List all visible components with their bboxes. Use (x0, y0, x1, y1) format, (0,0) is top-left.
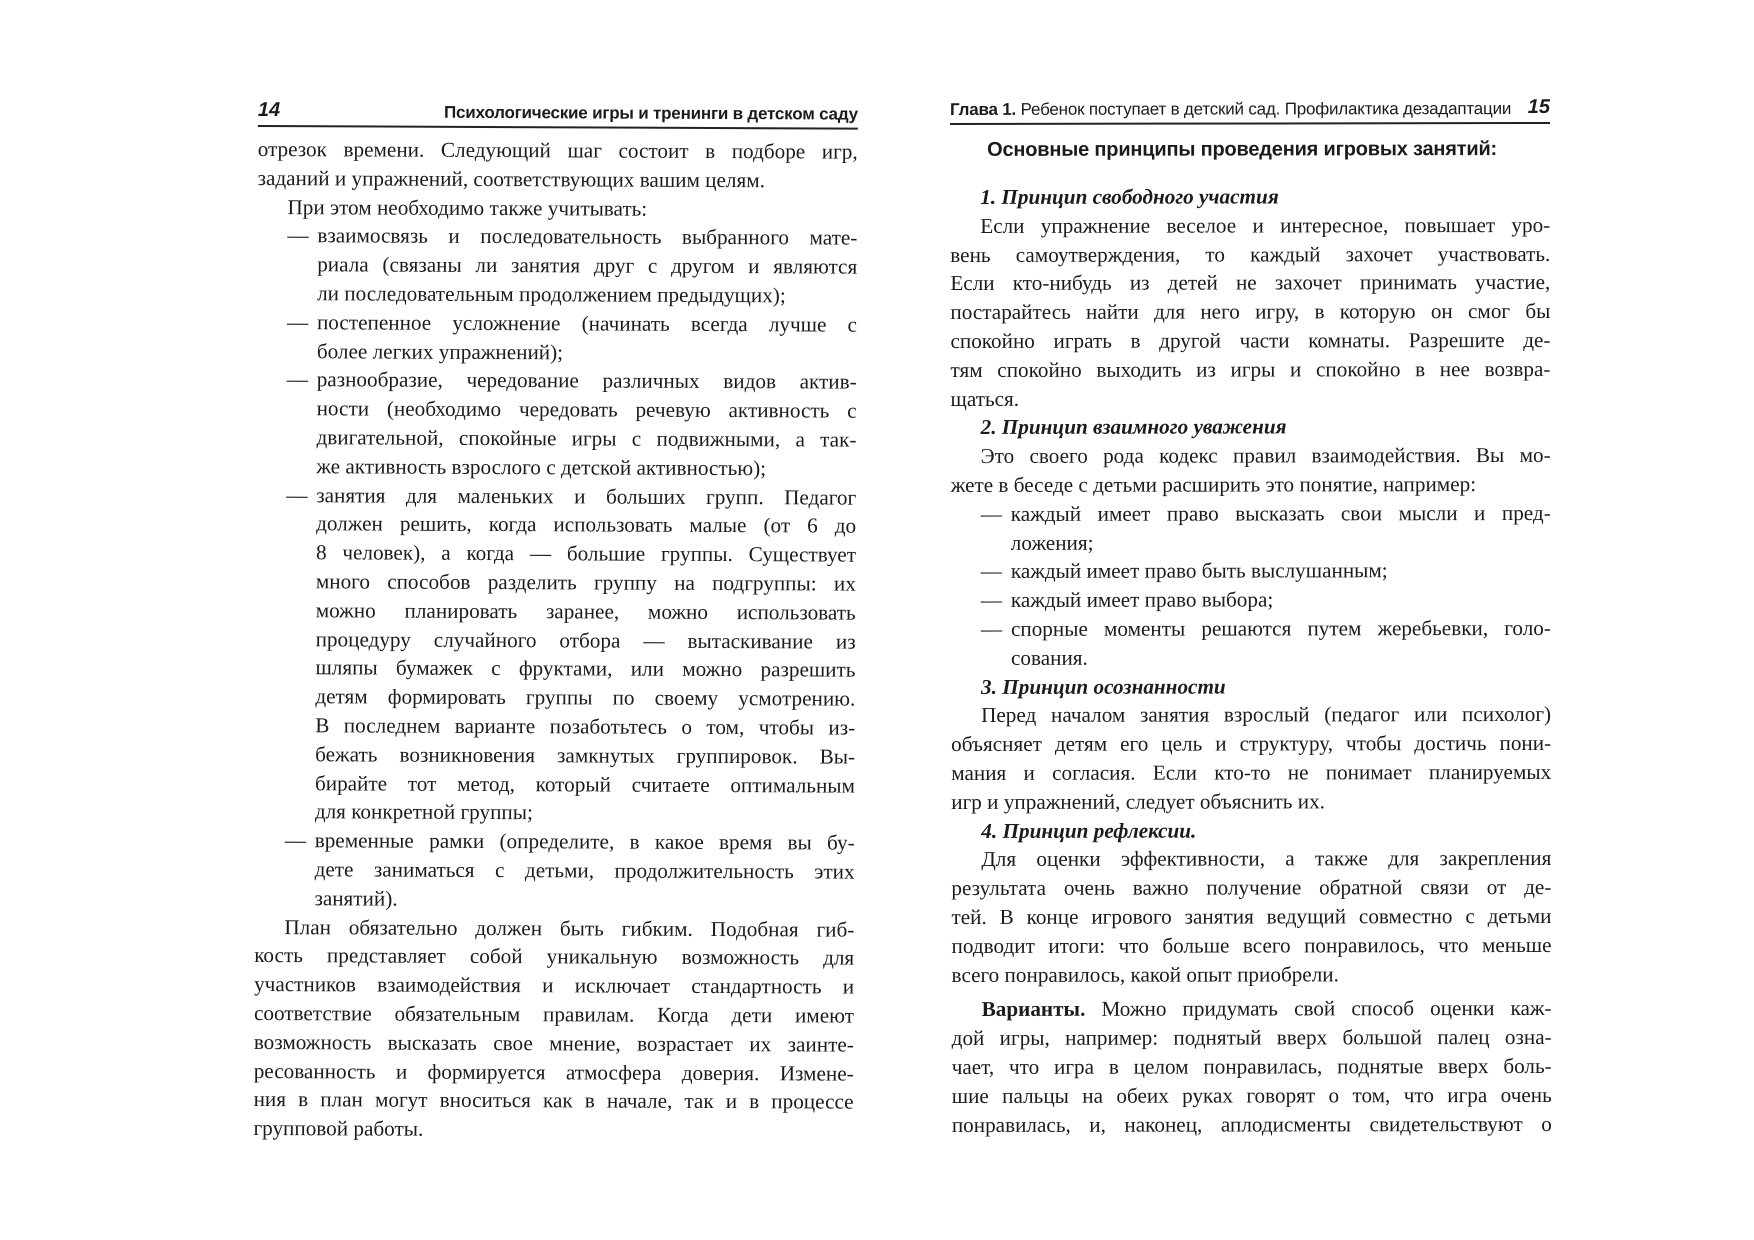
paragraph-line: ния в план могут вноситься как в начале, так и в процессе (253, 1087, 854, 1114)
paragraph-line: участников взаимодействия и исключает стандартность и (254, 972, 855, 999)
list-item-text (1011, 585, 1551, 615)
paragraph-line: можно планировать заранее, можно использовать (315, 598, 856, 625)
paragraph-line: Если упражнение веселое и интересное, повышает уро- (980, 212, 1551, 238)
right-page-header (950, 87, 1550, 125)
paragraph-line: риала (связаны ли занятия друг с другом и являются (317, 252, 858, 279)
list-item-text (1011, 614, 1551, 673)
principle4-text (951, 844, 1551, 989)
list-item (285, 481, 857, 829)
principle-heading: 1. Принцип свободного участия (980, 184, 1279, 209)
paragraph-line: возможность высказать свое мнение, возрастает их заинте- (253, 1029, 854, 1057)
paragraph-line: ли последовательным продолжением предыдущих); (317, 281, 786, 308)
paragraph-line: занятий). (314, 885, 398, 911)
dash-bullet: — (286, 482, 308, 507)
dash-bullet: — (284, 828, 306, 853)
chapter-title: Ребенок поступает в детский сад. Профилактика дезадаптации (1020, 99, 1512, 119)
page-number: 15 (1527, 95, 1551, 118)
list-item-text (1011, 556, 1551, 586)
list-item (981, 499, 1551, 558)
paragraph-line: каждый имеет право выбора; (1010, 587, 1274, 613)
dash-bullet: — (980, 588, 1003, 613)
page-number: 14 (257, 98, 281, 122)
paragraph-line: каждый имеет право высказать свои мысли и пред- (1010, 500, 1551, 526)
dash-bullet: — (980, 616, 1003, 641)
paragraph-line: временные рамки (определите, в какое время вы бу- (314, 828, 855, 855)
paragraph-line: При этом необходимо также учитывать: (287, 194, 648, 221)
dash-bullet: — (286, 309, 309, 335)
considerations-list (254, 221, 857, 915)
list-item-text (316, 366, 856, 484)
paragraph-line: дой игры, например: поднятый вверх большой палец озна- (951, 1025, 1552, 1051)
paragraph-line: разнообразие, чередование различных видов актив- (316, 367, 857, 394)
list-item-text (317, 308, 857, 368)
paragraph-line: для конкретной группы; (314, 799, 533, 825)
dash-bullet: — (980, 559, 1003, 584)
paragraph-line: каждый имеет право быть выслушанным; (1010, 558, 1388, 584)
paragraph-line: В последнем варианте позаботьтесь о том, чтобы из- (315, 713, 856, 740)
paragraph-line: ности (необходимо чередовать речевую активность с (316, 396, 857, 423)
paragraph-line: всего понравилось, какой опыт приобрели. (951, 961, 1339, 987)
variants-first-line (952, 994, 1552, 1024)
list-item (287, 308, 857, 368)
paragraph-line: занятия для маленьких и больших групп. Педагог (316, 482, 857, 510)
running-title-right (950, 99, 1511, 120)
right-page (950, 87, 1552, 1139)
principle-heading: 4. Принцип рефлексии. (981, 818, 1197, 843)
variants-text: Можно придумать свой способ оценки каж- (1101, 996, 1552, 1022)
paragraph-line: детям формировать группы по своему усмотрению. (315, 684, 856, 711)
paragraph-line: чает, что игра в целом понравилась, поднятые вверх боль- (951, 1053, 1552, 1079)
paragraph-line: более легких упражнений); (316, 338, 564, 364)
paragraph-line: дете заниматься с детьми, продолжительность этих (314, 857, 855, 884)
paragraph-line: двигательной, спокойные игры с подвижными, а так- (316, 425, 857, 452)
paragraph-line: Если кто-нибудь из детей не захочет принимать участие, (950, 270, 1551, 296)
paragraph-line: План обязательно должен быть гибким. Подобная гиб- (284, 914, 855, 942)
paragraph-line: Это своего рода кодекс правил взаимодействия. Вы мо- (980, 443, 1551, 469)
principle1-text (950, 211, 1550, 414)
paragraph-line: групповой работы. (253, 1116, 424, 1141)
list-item-text (1011, 499, 1551, 558)
paragraph-line: процедуру случайного отбора — вытаскивание из (315, 626, 856, 654)
paragraph-line: подводит итоги: что больше всего понравилось, что меньше (951, 932, 1552, 958)
principle-heading: 2. Принцип взаимного уважения (980, 414, 1287, 440)
paragraph-line: понравилась, и, наконец, аплодисменты свидетельствуют о (951, 1111, 1552, 1137)
right-page-body (950, 182, 1552, 1139)
paragraph-line: заданий и упражнений, соответствующих вашим целям. (257, 165, 766, 193)
principle2-text (951, 441, 1551, 500)
dash-bullet: — (287, 223, 309, 248)
left-page (253, 90, 858, 1145)
list-item-text (315, 481, 857, 829)
dash-bullet: — (980, 501, 1002, 526)
paragraph-line: взаимосвязь и последовательность выбранного мате- (317, 223, 858, 251)
paragraph-line: тей. В конце игрового занятия ведущий совместно с детьми (951, 903, 1552, 929)
dash-bullet: — (286, 367, 308, 392)
paragraph-line: ложения; (1010, 530, 1094, 555)
paragraph-line: жете в беседе с детьми расширить это понятие, например: (950, 472, 1477, 497)
paragraph-line: вень самоутверждения, то каждый захочет участвовать. (950, 241, 1551, 267)
paragraph-line: игр и упражнений, следует объяснить их. (951, 789, 1325, 814)
paragraph-line: мания и согласия. Если кто-то не понимает планируемых (951, 759, 1552, 785)
paragraph-line: спокойно играть в другой части комнаты. Разрешите де- (950, 327, 1551, 353)
running-title: Психологические игры и тренинги в детском саду (443, 102, 858, 124)
list-item-text (314, 826, 854, 915)
paragraph-line: результата очень важно получение обратной связи от де- (951, 875, 1552, 901)
list-item (286, 366, 856, 484)
left-page-header (258, 90, 858, 130)
paragraph-line: постарайтесь найти для него игру, в которую он смог бы (950, 299, 1551, 325)
list-item (981, 585, 1551, 615)
paragraph-line: щаться. (950, 386, 1020, 411)
list-item (284, 826, 854, 915)
paragraph-line: Для оценки эффективности, а также для закрепления (981, 846, 1552, 872)
principle3-text (951, 700, 1551, 816)
paragraph-line: шие пальцы на обеих руках говорят о том, что игра очень (951, 1082, 1552, 1108)
paragraph-line: соответствие обязательным правилам. Когда дети имеют (253, 1000, 855, 1028)
principle-heading: 3. Принцип осознанности (981, 674, 1226, 699)
paragraph-line: же активность взрослого с детской активностью); (316, 454, 767, 480)
plan-paragraph (253, 913, 854, 1146)
section-title: Основные принципы проведения игровых занятий: (987, 138, 1498, 161)
left-page-body (253, 135, 857, 1145)
list-item-text (317, 222, 857, 311)
paragraph-line: должен решить, когда использовать малые (от 6 до (316, 511, 857, 538)
variants-label: Варианты. (981, 997, 1086, 1022)
paragraph-line: бежать возникновения замкнутых группировок. Вы- (315, 741, 856, 769)
paragraph-line: постепенное усложнение (начинать всегда лучше с (316, 310, 858, 337)
list-item (287, 222, 857, 311)
paragraph-line: бирайте тот метод, который считаете оптимальным (314, 770, 856, 798)
list-item (981, 556, 1551, 586)
paragraph-line: шляпы бумажек с фруктами, или можно разрешить (315, 655, 856, 682)
paragraph-line: ресованность и формируется атмосфера доверия. Измене- (253, 1058, 854, 1086)
chapter-label: Глава 1. (950, 99, 1017, 119)
paragraph-line: отрезок времени. Следующий шаг состоит в подборе игр, (257, 136, 858, 164)
list-item (981, 614, 1551, 673)
paragraph-line: объясняет детям его цель и структуру, чтобы достичь пони- (951, 731, 1552, 757)
paragraph-line: много способов разделить группу на подгруппы: их (315, 569, 856, 596)
paragraph-line: спорные моменты решаются путем жеребьевки, голо- (1010, 615, 1551, 641)
paragraph-line: сования. (1010, 645, 1088, 670)
paragraph-line: 8 человек), а когда — большие группы. Существует (315, 540, 857, 567)
rights-list (951, 499, 1551, 673)
paragraph-line: кость представляет собой уникальную возможность для (254, 943, 855, 970)
paragraph-line: Перед началом занятия взрослый (педагог или психолог) (981, 702, 1552, 728)
paragraph-line: тям спокойно выходить из игры и спокойно в нее возвра- (950, 356, 1551, 382)
variants-paragraph (952, 1023, 1552, 1139)
